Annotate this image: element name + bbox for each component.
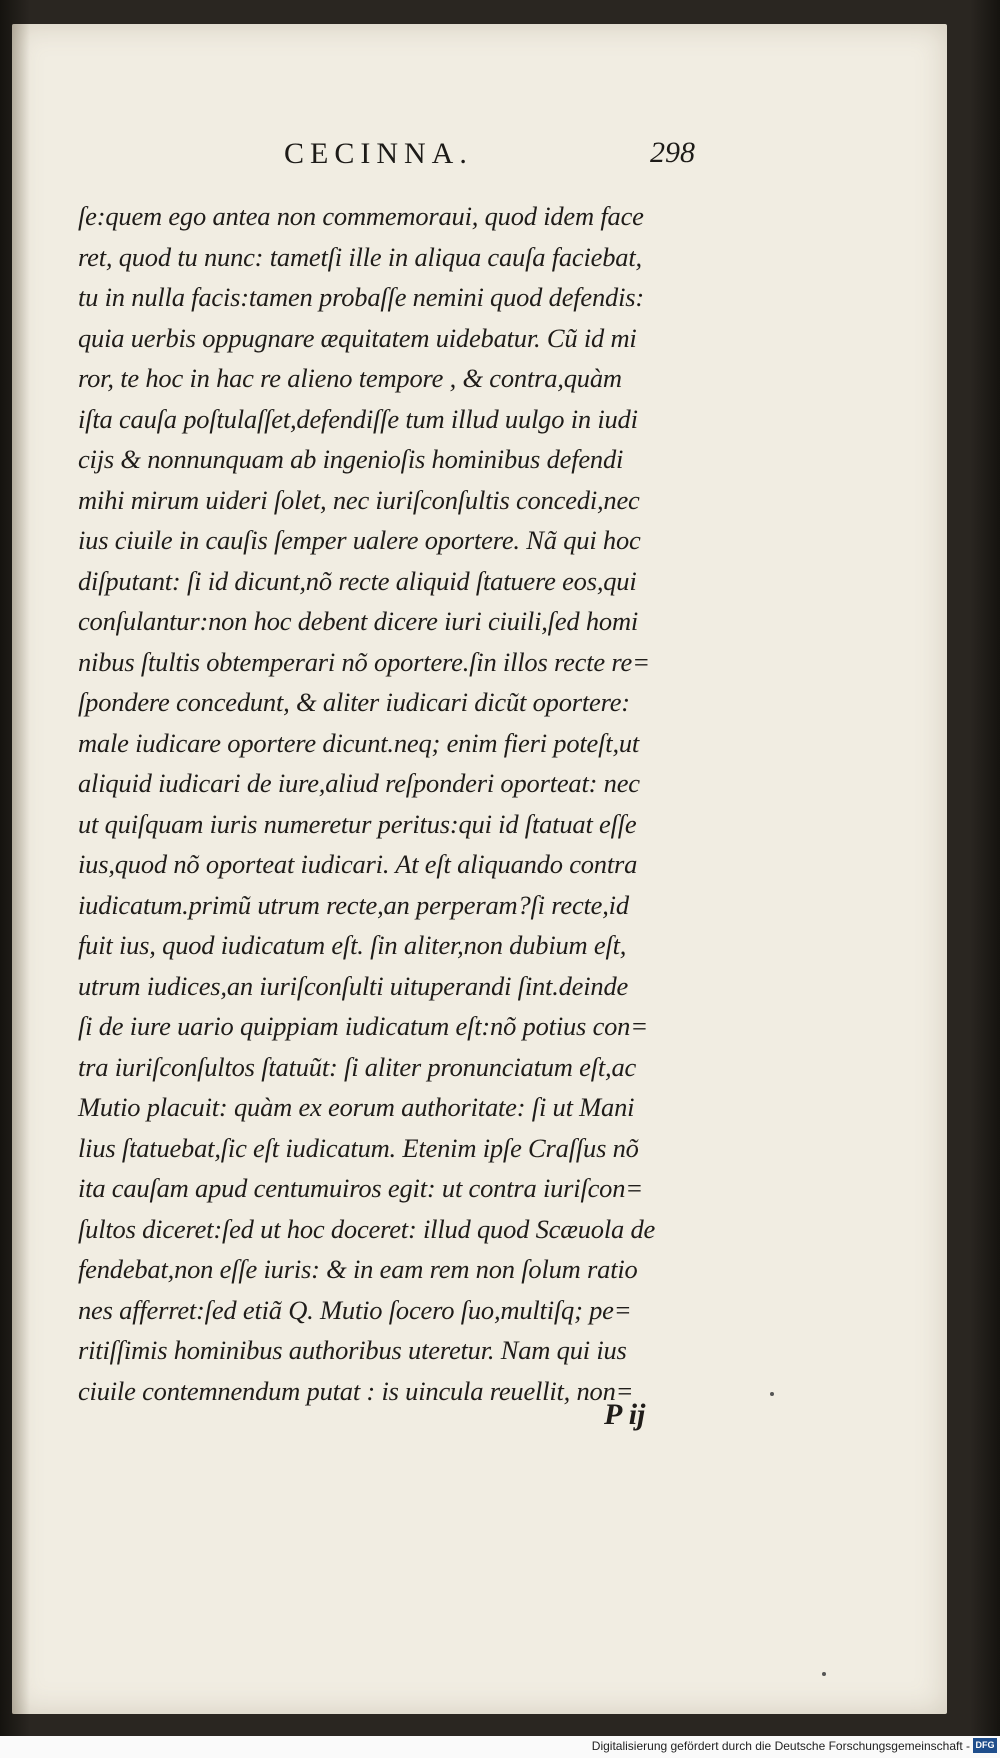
text-line: aliquid iudicari de iure,aliud reſponderi oporteat: nec bbox=[78, 768, 640, 798]
text-line: conſulantur:non hoc debent dicere iuri ciuili,ſed homi bbox=[78, 606, 639, 636]
text-line: ror, te hoc in hac re alieno tempore , & contra,quàm bbox=[78, 363, 622, 393]
text-line: cijs & nonnunquam ab ingenioſis hominibus defendi bbox=[78, 444, 624, 474]
text-line: ritiſſimis hominibus authoribus uteretur. Nam qui ius bbox=[78, 1335, 627, 1365]
dfg-logo: DFG bbox=[973, 1738, 997, 1753]
text-line: utrum iudices,an iuriſconſulti uituperandi ſint.deinde bbox=[78, 970, 629, 1001]
signature-mark: P ij bbox=[604, 1398, 646, 1431]
text-line: ius ciuile in cauſis ſemper ualere oportere. Nã qui hoc bbox=[78, 525, 641, 555]
text-line: tra iuriſconſultos ſtatuũt: ſi aliter pronunciatum eſt,ac bbox=[78, 1051, 637, 1082]
book-page bbox=[12, 24, 947, 1714]
text-line: male iudicare oportere dicunt.neq; enim fieri poteſt,ut bbox=[78, 727, 640, 758]
text-line: ius,quod nõ oporteat iudicari. At eſt aliquando contra bbox=[78, 849, 638, 879]
body-text bbox=[78, 196, 730, 1411]
running-head: CECINNA. bbox=[284, 137, 473, 170]
paper-speck bbox=[770, 1392, 774, 1396]
text-line: nibus ſtultis obtemperari nõ oportere.ſin illos recte re= bbox=[78, 646, 650, 677]
text-line: iſta cauſa poſtulaſſet,defendiſſe tum illud uulgo in iudi bbox=[78, 403, 638, 434]
text-line: mihi mirum uideri ſolet, nec iuriſconſultis concedi,nec bbox=[78, 484, 640, 515]
text-line: diſputant: ſi id dicunt,nõ recte aliquid ſtatuere eos,qui bbox=[78, 565, 637, 596]
text-line: ita cauſam apud centumuiros egit: ut contra iuriſcon= bbox=[78, 1173, 643, 1203]
text-line: Mutio placuit: quàm ex eorum authoritate: ſi ut Mani bbox=[78, 1092, 635, 1122]
text-line: ſe:quem ego antea non commemoraui, quod idem face bbox=[78, 201, 644, 231]
footer-credit: Digitalisierung gefördert durch die Deutsche Forschungsgemeinschaft - bbox=[591, 1739, 970, 1753]
text-line: nes afferret:ſed etiã Q. Mutio ſocero ſuo,multiſq; pe= bbox=[78, 1294, 632, 1325]
text-line: lius ſtatuebat,ſic eſt iudicatum. Etenim ipſe Craſſus nõ bbox=[78, 1132, 639, 1163]
text-line: iudicatum.primũ utrum recte,an perperam?ſi recte,id bbox=[78, 889, 629, 920]
text-line: tu in nulla facis:tamen probaſſe nemini quod defendis: bbox=[78, 282, 644, 312]
text-line: fendebat,non eſſe iuris: & in eam rem non ſolum ratio bbox=[78, 1254, 638, 1284]
page-number: 298 bbox=[650, 136, 695, 169]
text-line: ciuile contemnendum putat : is uincula reuellit, non= bbox=[78, 1375, 634, 1406]
text-line: quia uerbis oppugnare æquitatem uidebatur. Cũ id mi bbox=[78, 322, 637, 353]
text-line: fuit ius, quod iudicatum eſt. ſin aliter,non dubium eſt, bbox=[78, 930, 627, 960]
text-line: ut quiſquam iuris numeretur peritus:qui id ſtatuat eſſe bbox=[78, 808, 637, 839]
text-line: ſi de iure uario quippiam iudicatum eſt:nõ potius con= bbox=[78, 1011, 648, 1041]
text-line: ſpondere concedunt, & aliter iudicari dicũt oportere: bbox=[78, 687, 630, 717]
text-line: ret, quod tu nunc: tametſi ille in aliqua cauſa faciebat, bbox=[78, 241, 642, 272]
paper-speck bbox=[822, 1672, 826, 1676]
text-line: ſultos diceret:ſed ut hoc doceret: illud quod Scæuola de bbox=[78, 1213, 656, 1244]
